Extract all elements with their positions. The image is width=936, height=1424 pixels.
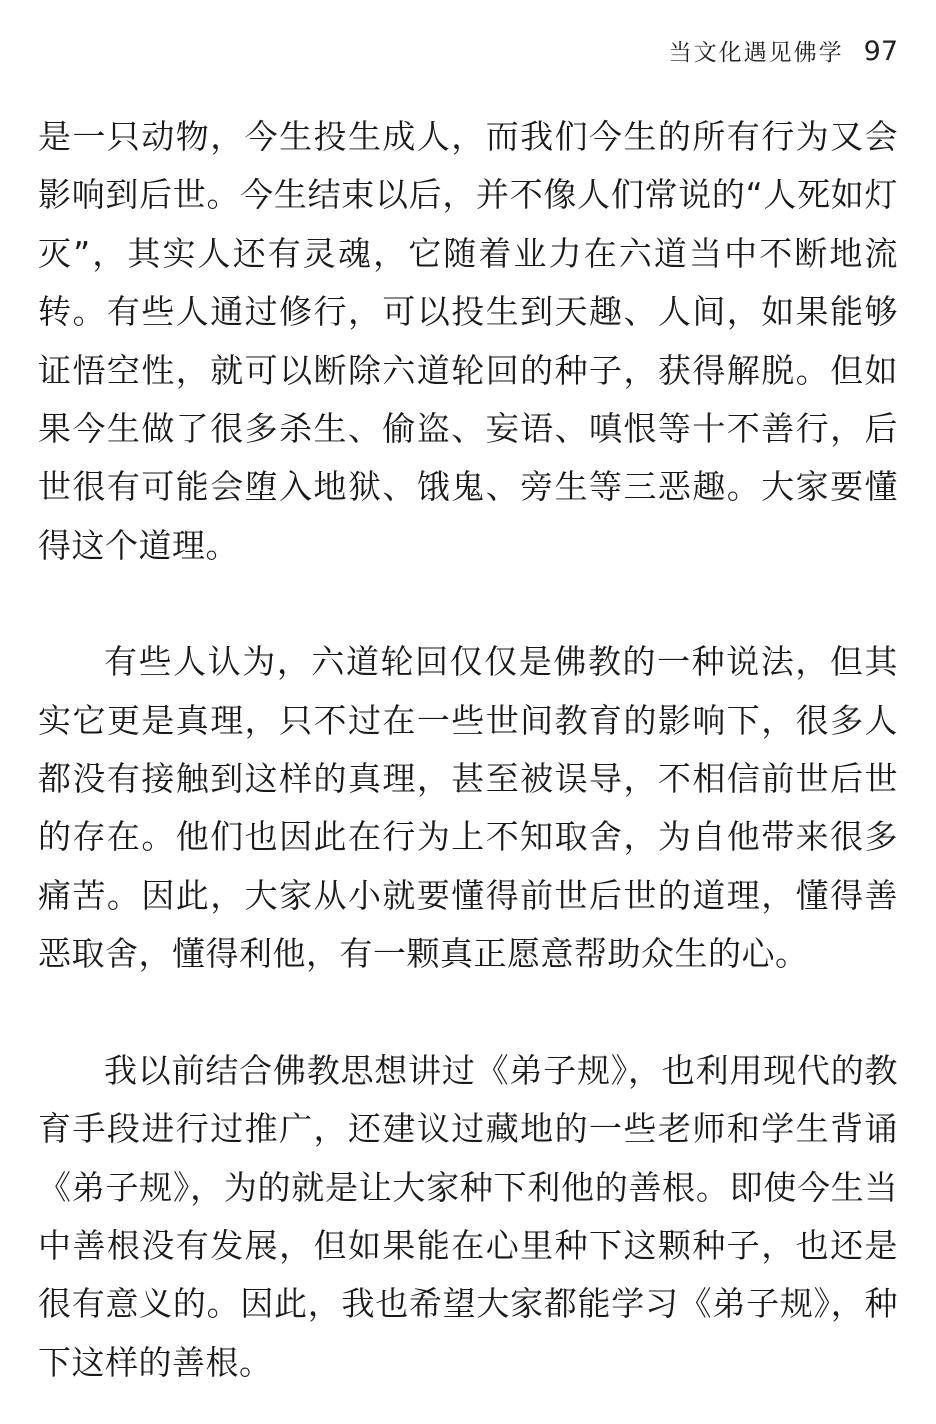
paragraph-3: 我以前结合佛教思想讲过《弟子规》，也利用现代的教育手段进行过推广，还建议过藏地的一些老师和学生背诵《弟子规》，为的就是让大家种下利他的善根。即使今生当中善根没有发展，但如果能在心里种下这颗种子，也还是很有意义的。因此，我也希望大家都能学习《弟子规》，种下这样的善根。 (38, 1050, 898, 1382)
page-number: 97 (863, 36, 898, 67)
running-title: 当文化遇见佛学 (668, 40, 844, 66)
page-header (669, 34, 898, 74)
paragraph-2: 有些人认为，六道轮回仅仅是佛教的一种说法，但其实它更是真理，只不过在一些世间教育的影响下，很多人都没有接触到这样的真理，甚至被误导，不相信前世后世的存在。他们也因此在行为上不知取舍，为自他带来很多痛苦。因此，大家从小就要懂得前世后世的道理，懂得善恶取舍，懂得利他，有一颗真正愿意帮助众生的心。 (38, 642, 898, 974)
paragraph-1: 是一只动物，今生投生成人，而我们今生的所有行为又会影响到后世。今生结束以后，并不像人们常说的“人死如灯灭”，其实人还有灵魂，它随着业力在六道当中不断地流转。有些人通过修行，可以投生到天趣、人间，如果能够证悟空性，就可以断除六道轮回的种子，获得解脱。但如果今生做了很多杀生、偷盗、妄语、嗔恨等十不善行，后世很有可能会堕入地狱、饿鬼、旁生等三恶趣。大家要懂得这个道理。 (38, 117, 898, 565)
body-text (38, 108, 898, 1392)
